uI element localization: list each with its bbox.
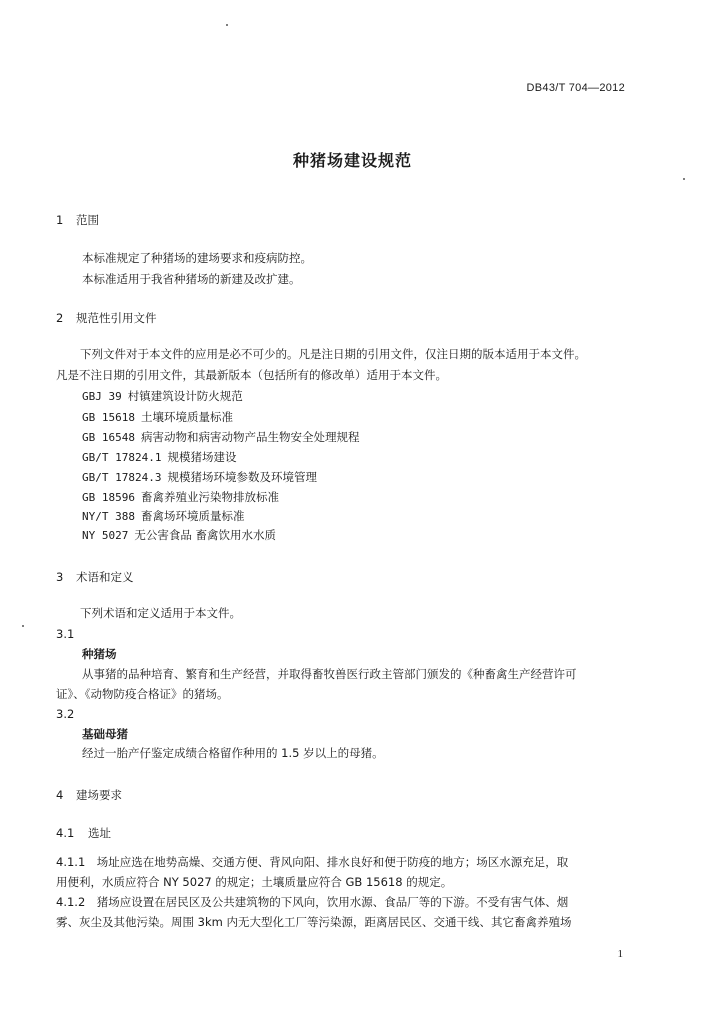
scan-speck: [683, 178, 685, 180]
paragraph: 4.1.1 场址应选在地势高燥、交通方便、背风向阳、排水良好和便于防疫的地方；场区水源充足，取: [56, 855, 569, 869]
paragraph: 4.1.2 猪场应设置在居民区及公共建筑物的下风向，饮用水源、食品厂等的下游。不受有害气体、烟: [56, 895, 569, 909]
reference-code: GB 16548: [82, 431, 135, 444]
reference-name: 无公害食品 畜禽饮用水水质: [134, 528, 277, 542]
reference-item: [82, 508, 244, 524]
reference-item: [82, 409, 233, 425]
section-title: 规范性引用文件: [76, 311, 157, 325]
section-number: 4: [56, 788, 64, 802]
document-title: 种猪场建设规范: [292, 151, 412, 170]
section-3-heading: [56, 569, 134, 585]
reference-name: 规模猪场建设: [167, 450, 237, 464]
section-title: 范围: [76, 213, 99, 227]
paragraph: 本标准适用于我省种猪场的新建及改扩建。: [82, 272, 301, 286]
paragraph: 雾、灰尘及其他污染。周围 3km 内无大型化工厂等污染源，距离居民区、交通干线、其它畜禽养殖场: [56, 915, 572, 929]
reference-name: 畜禽养殖业污染物排放标准: [140, 490, 279, 504]
paragraph: 下列文件对于本文件的应用是必不可少的。凡是注日期的引用文件，仅注日期的版本适用于本文件。: [80, 347, 586, 361]
reference-name: 病害动物和病害动物产品生物安全处理规程: [140, 430, 360, 444]
section-title: 术语和定义: [76, 570, 134, 584]
subclause-number: 3.1: [56, 627, 75, 641]
reference-name: 村镇建筑设计防火规范: [127, 389, 243, 403]
term: 种猪场: [82, 647, 117, 661]
reference-item: [82, 388, 243, 404]
scan-speck: [22, 625, 24, 627]
reference-item: [82, 429, 359, 445]
page-number: 1: [617, 948, 623, 960]
clause-title: 选址: [88, 826, 111, 840]
reference-code: GB 15618: [82, 411, 135, 424]
reference-item: [82, 527, 276, 543]
section-title: 建场要求: [76, 788, 122, 802]
section-1-heading: [56, 212, 99, 228]
clause-number: 4.1: [56, 826, 75, 840]
section-number: 3: [56, 570, 64, 584]
definition: 证》、《动物防疫合格证》的猪场。: [56, 687, 229, 701]
subclause-number: 3.2: [56, 707, 75, 721]
section-2-heading: [56, 310, 157, 326]
paragraph: 凡是不注日期的引用文件，其最新版本（包括所有的修改单）适用于本文件。: [56, 368, 447, 382]
paragraph: 用便利，水质应符合 NY 5027 的规定；土壤质量应符合 GB 15618 的规定。: [56, 875, 453, 889]
section-number: 2: [56, 311, 64, 325]
reference-code: NY 5027: [82, 529, 129, 542]
reference-name: 畜禽场环境质量标准: [140, 509, 245, 523]
paragraph: 下列术语和定义适用于本文件。: [80, 606, 241, 620]
reference-item: [82, 449, 236, 465]
reference-code: GB/T 17824.1: [82, 451, 162, 464]
reference-item: [82, 489, 279, 505]
section-4-heading: [56, 787, 122, 803]
reference-code: GB 18596: [82, 491, 135, 504]
term: 基础母猪: [82, 727, 128, 741]
scan-speck: [226, 24, 228, 26]
reference-name: 规模猪场环境参数及环境管理: [167, 470, 317, 484]
reference-name: 土壤环境质量标准: [140, 410, 233, 424]
definition: 从事猪的品种培育、繁育和生产经营，并取得畜牧兽医行政主管部门颁发的《种畜禽生产经营许可: [82, 667, 577, 681]
section-number: 1: [56, 213, 64, 227]
paragraph: 本标准规定了种猪场的建场要求和疫病防控。: [82, 251, 312, 265]
reference-code: NY/T 388: [82, 510, 135, 523]
standard-code: DB43/T 704—2012: [526, 82, 625, 94]
reference-code: GB/T 17824.3: [82, 471, 162, 484]
reference-item: [82, 469, 317, 485]
definition: 经过一胎产仔鉴定成绩合格留作种用的 1.5 岁以上的母猪。: [82, 746, 384, 760]
reference-code: GBJ 39: [82, 390, 122, 403]
clause-4-1-heading: [56, 825, 111, 841]
